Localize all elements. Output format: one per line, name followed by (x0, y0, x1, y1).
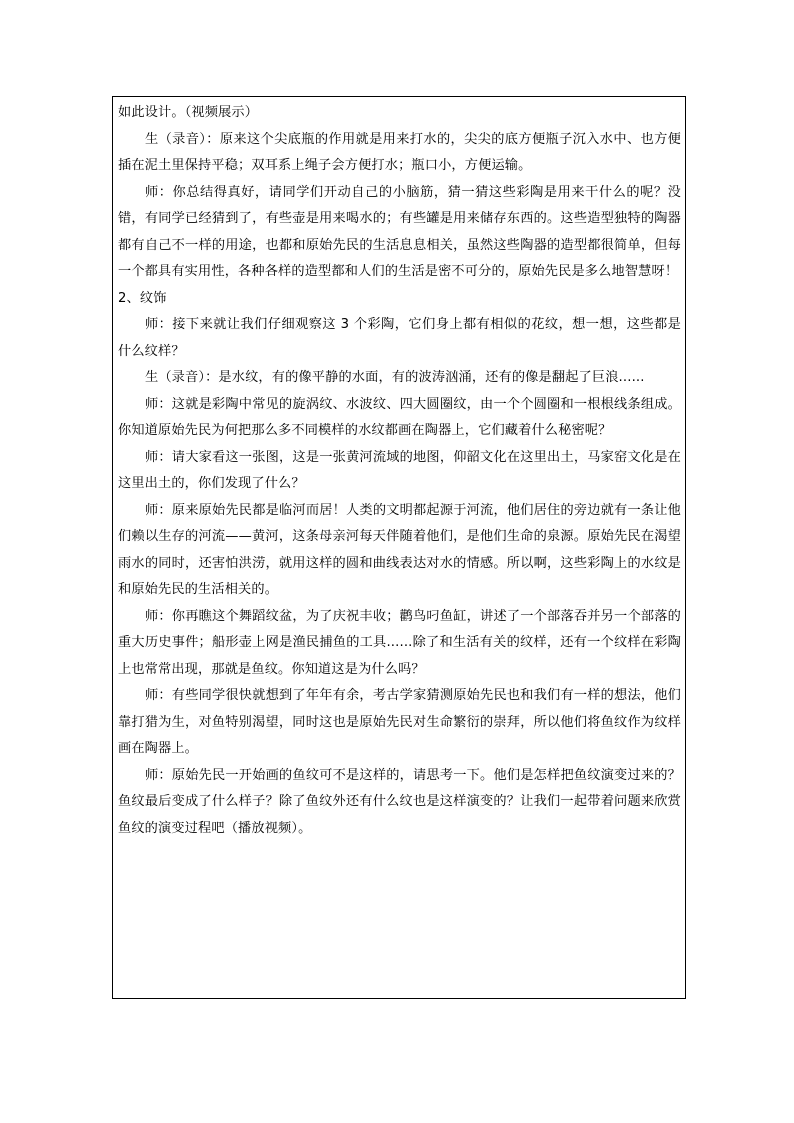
paragraph-teacher-map: 师：请大家看这一张图，这是一张黄河流域的地图，仰韶文化在这里出土，马家窑文化是在这里出土的，你们发现了什么？ (118, 449, 681, 491)
paragraph-teacher-swirl: 师：这就是彩陶中常见的旋涡纹、水波纹、四大圆圈纹，由一个个圆圈和一根根线条组成。你知道原始先民为何把那么多不同模样的水纹都画在陶器上，它们藏着什么秘密呢？ (118, 396, 681, 438)
paragraph-student-bottle: 生（录音）：原来这个尖底瓶的作用就是用来打水的，尖尖的底方便瓶子沉入水中、也方便插在泥土里保持平稳；双耳系上绳子会方便打水；瓶口小，方便运输。 (118, 131, 681, 173)
paragraph-teacher-observe: 师：接下来就让我们仔细观察这 3 个彩陶，它们身上都有相似的花纹，想一想，这些都是什么纹样？ (118, 317, 681, 359)
lesson-text-body (118, 100, 681, 842)
paragraph-teacher-evolution: 师：原始先民一开始画的鱼纹可不是这样的，请思考一下。他们是怎样把鱼纹演变过来的？鱼纹最后变成了什么样子？除了鱼纹外还有什么纹也是这样演变的？让我们一起带着问题来欣赏鱼纹的演变过程吧（播放视频）。 (118, 767, 681, 836)
paragraph-teacher-fish: 师：有些同学很快就想到了年年有余，考古学家猜测原始先民也和我们有一样的想法，他们靠打猎为生，对鱼特别渴望，同时这也是原始先民对生命繁衍的崇拜，所以他们将鱼纹作为纹样画在陶器上。 (118, 688, 681, 756)
paragraph-teacher-dance-basin: 师：你再瞧这个舞蹈纹盆，为了庆祝丰收；鹳鸟叼鱼缸，讲述了一个部落吞并另一个部落的重大历史事件；船形壶上网是渔民捕鱼的工具......除了和生活有关的纹样，还有一个纹样在彩陶上也常常出现，那就是鱼纹。你知道这是为什么吗？ (118, 608, 681, 677)
paragraph-teacher-summary: 师：你总结得真好，请同学们开动自己的小脑筋，猜一猜这些彩陶是用来干什么的呢？没错，有同学已经猜到了，有些壶是用来喝水的；有些罐是用来储存东西的。这些造型独特的陶器都有自己不一样的用途，也都和原始先民的生活息息相关，虽然这些陶器的造型都很简单，但每一个都具有实用性，各种各样的造型都和人们的生活是密不可分的，原始先民是多么地智慧呀！ (118, 184, 681, 279)
paragraph-student-water: 生（录音）：是水纹，有的像平静的水面，有的波涛汹涌，还有的像是翻起了巨浪...... (145, 370, 645, 385)
section-heading-patterns: 2、纹饰 (118, 290, 167, 306)
paragraph-design-note: 如此设计。（视频展示） (118, 105, 259, 120)
content-table-cell (112, 96, 686, 999)
paragraph-teacher-river: 师：原来原始先民都是临河而居！人类的文明都起源于河流，他们居住的旁边就有一条让他们赖以生存的河流——黄河，这条母亲河每天伴随着他们，是他们生命的泉源。原始先民在渴望雨水的同时，还害怕洪涝，就用这样的圆和曲线表达对水的情感。所以啊，这些彩陶上的水纹是和原始先民的生活相关的。 (118, 502, 681, 597)
